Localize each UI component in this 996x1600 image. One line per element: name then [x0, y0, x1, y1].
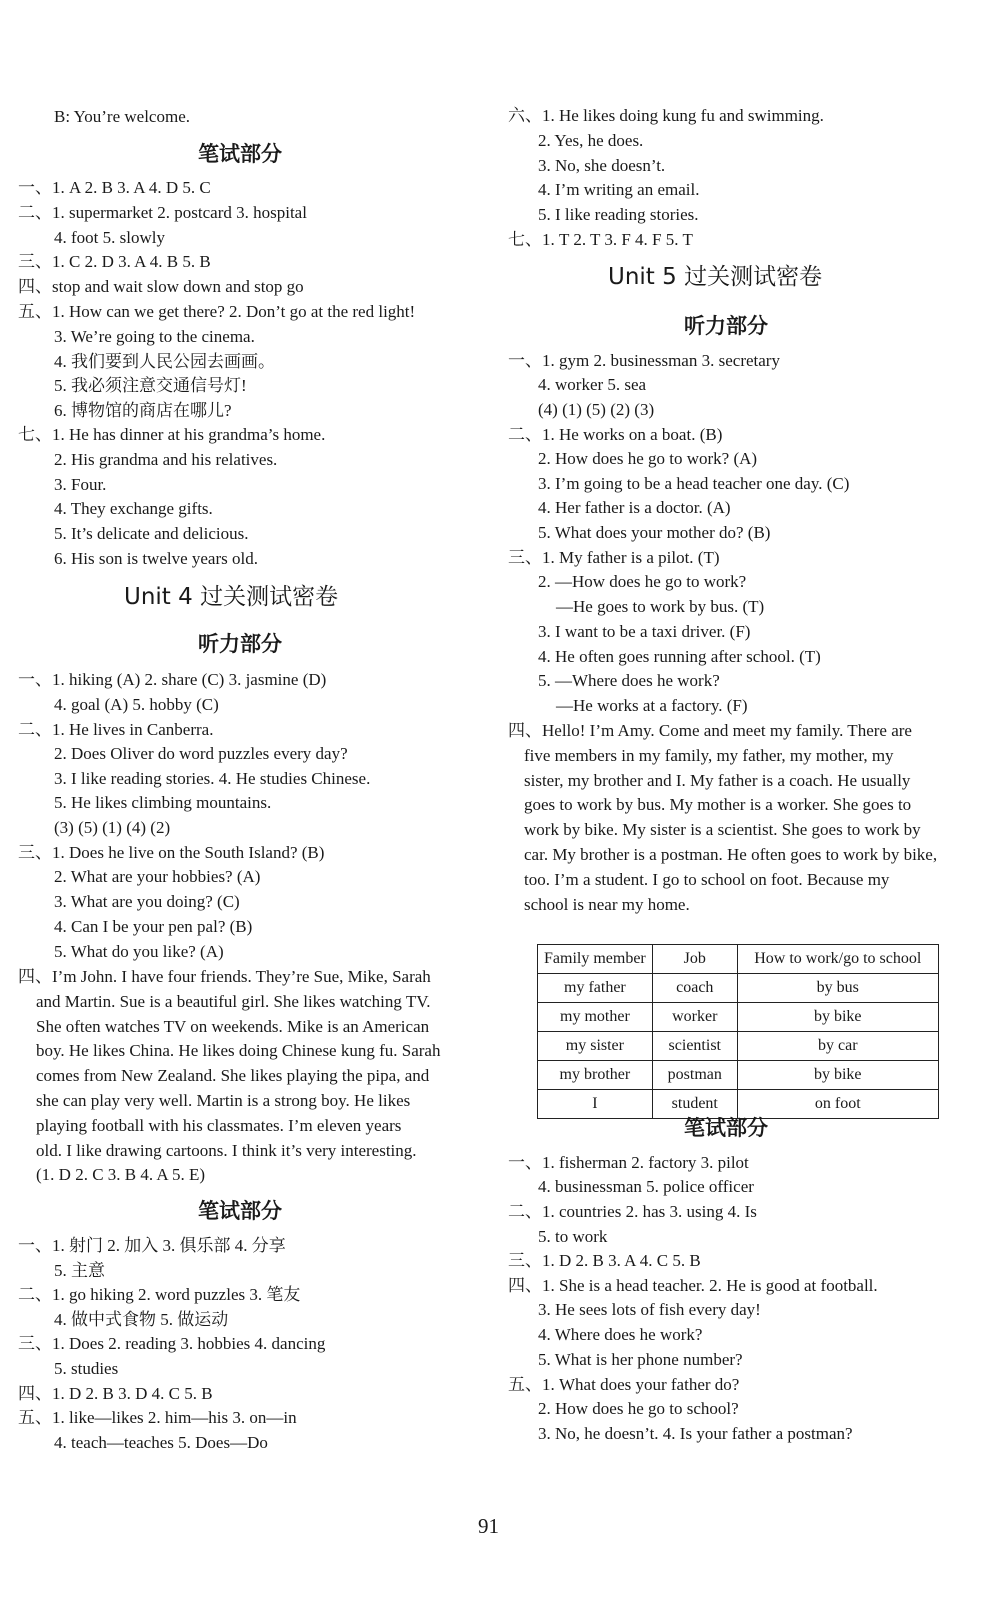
passage-line: 四、I’m John. I have four friends. They’re Sue, Mike, Sarah [18, 967, 431, 986]
answer-line: 3. No, he doesn’t. 4. Is your father a postman? [538, 1424, 853, 1443]
table-cell: scientist [652, 1032, 737, 1061]
answer-line: —He works at a factory. (F) [556, 696, 748, 715]
answer-line: 二、1. He works on a boat. (B) [508, 425, 723, 444]
unit-title: Unit 4 过关测试密卷 [124, 584, 339, 610]
reading-passage [508, 719, 968, 917]
passage-line: five members in my family, my father, my mother, my [524, 745, 894, 765]
table-header-cell: How to work/go to school [737, 945, 938, 974]
table-cell: I [538, 1090, 653, 1119]
answer-line: —He goes to work by bus. (T) [556, 597, 765, 616]
answer-line: 5. I like reading stories. [538, 205, 699, 224]
table-row [538, 974, 939, 1003]
answer-line: 5. to work [538, 1227, 608, 1246]
table-cell: by car [737, 1032, 938, 1061]
answer-line: 4. worker 5. sea [538, 375, 647, 394]
passage-line: goes to work by bus. My mother is a worker. She goes to [524, 795, 912, 815]
answer-line: 2. What are your hobbies? (A) [54, 867, 261, 886]
answer-line: 三、1. Does he live on the South Island? (B) [18, 843, 325, 862]
answer-line: 5. It’s delicate and delicious. [54, 524, 249, 543]
section-heading-listening: 听力部分 [198, 632, 282, 656]
table-row [538, 1061, 939, 1090]
table-row [538, 1032, 939, 1061]
passage-line: boy. He likes China. He likes doing Chinese kung fu. Sarah [36, 1041, 441, 1061]
answer-line: 三、1. My father is a pilot. (T) [508, 548, 720, 567]
answer-line: 5. What does your mother do? (B) [538, 523, 771, 542]
answer-line: 3. Four. [54, 475, 107, 494]
page-number: 91 [478, 1514, 499, 1538]
answer-line: 4. foot 5. slowly [54, 228, 165, 247]
answer-line: 4. He often goes running after school. (T) [538, 647, 821, 666]
answer-line: 四、1. D 2. B 3. D 4. C 5. B [18, 1384, 213, 1403]
answer-line: 七、1. He has dinner at his grandma’s home. [18, 425, 326, 444]
answer-line: 3. What are you doing? (C) [54, 892, 240, 911]
passage-line: sister, my brother and I. My father is a coach. He usually [524, 770, 911, 790]
answer-line: 二、1. go hiking 2. word puzzles 3. 笔友 [18, 1285, 301, 1304]
table-cell: by bike [737, 1061, 938, 1090]
answer-line: 2. How does he go to school? [538, 1399, 739, 1418]
section-heading-written: 笔试部分 [684, 1116, 768, 1140]
answer-line: 三、1. C 2. D 3. A 4. B 5. B [18, 252, 211, 271]
table-row [538, 1003, 939, 1032]
answer-line: 3. He sees lots of fish every day! [538, 1300, 761, 1319]
passage-line: 四、Hello! I’m Amy. Come and meet my family. There are [508, 721, 912, 740]
answer-line: 二、1. countries 2. has 3. using 4. Is [508, 1202, 757, 1221]
table-cell: on foot [737, 1090, 938, 1119]
answer-line: 4. 做中式食物 5. 做运动 [54, 1310, 229, 1329]
table-cell: my brother [538, 1061, 653, 1090]
answer-line: 七、1. T 2. T 3. F 4. F 5. T [508, 230, 693, 249]
answer-line: 三、1. D 2. B 3. A 4. C 5. B [508, 1251, 701, 1270]
passage-line: She often watches TV on weekends. Mike is an American [36, 1016, 430, 1036]
answer-line: 5. 主意 [54, 1261, 105, 1280]
answer-line: 4. They exchange gifts. [54, 499, 213, 518]
answer-line: 一、1. A 2. B 3. A 4. D 5. C [18, 178, 211, 197]
answer-line: 2. Does Oliver do word puzzles every day? [54, 744, 348, 763]
table-cell: by bus [737, 974, 938, 1003]
dialog-line: B: You’re welcome. [54, 107, 190, 126]
answer-line: 2. His grandma and his relatives. [54, 450, 278, 469]
table-cell: my mother [538, 1003, 653, 1032]
section-heading-written: 笔试部分 [198, 142, 282, 166]
answer-line: 一、1. fisherman 2. factory 3. pilot [508, 1153, 749, 1172]
answer-line: 5. 我必须注意交通信号灯! [54, 376, 247, 395]
passage-line: and Martin. Sue is a beautiful girl. She likes watching TV. [36, 991, 431, 1011]
answer-line: 3. No, she doesn’t. [538, 156, 666, 175]
table-header-cell: Family member [538, 945, 653, 974]
answer-line: 4. Where does he work? [538, 1325, 703, 1344]
answer-line: 3. We’re going to the cinema. [54, 327, 255, 346]
answer-line: 3. I want to be a taxi driver. (F) [538, 622, 751, 641]
table-header-row [538, 945, 939, 974]
answer-line: 4. teach—teaches 5. Does—Do [54, 1433, 268, 1452]
answer-line: 3. I like reading stories. 4. He studies Chinese. [54, 769, 371, 788]
answer-line: 4. I’m writing an email. [538, 180, 700, 199]
answer-line: 4. goal (A) 5. hobby (C) [54, 695, 219, 714]
passage-line: school is near my home. [524, 894, 690, 914]
answer-line: 2. —How does he go to work? [538, 572, 747, 591]
table-cell: postman [652, 1061, 737, 1090]
passage-line: she can play very well. Martin is a strong boy. He likes [36, 1090, 411, 1110]
passage-line: work by bike. My sister is a scientist. She goes to work by [524, 820, 921, 840]
answer-line: 6. His son is twelve years old. [54, 549, 258, 568]
section-heading-listening: 听力部分 [684, 314, 768, 338]
passage-line: comes from New Zealand. She likes playing the pipa, and [36, 1066, 430, 1086]
answer-line: 5. What do you like? (A) [54, 942, 224, 961]
passage-line: car. My brother is a postman. He often goes to work by bike, [524, 844, 938, 864]
table-header-cell: Job [652, 945, 737, 974]
table-cell: student [652, 1090, 737, 1119]
table-cell: by bike [737, 1003, 938, 1032]
answer-line: 五、1. What does your father do? [508, 1375, 740, 1394]
answer-line: 四、stop and wait slow down and stop go [18, 277, 304, 296]
answer-line: 6. 博物馆的商店在哪儿? [54, 401, 232, 420]
unit-title: Unit 5 过关测试密卷 [608, 264, 823, 290]
answer-line: 5. —Where does he work? [538, 671, 720, 690]
answer-line: 3. I’m going to be a head teacher one day. (C) [538, 474, 850, 493]
answer-line: (4) (1) (5) (2) (3) [538, 400, 655, 419]
answer-line: 六、1. He likes doing kung fu and swimming. [508, 106, 824, 125]
answer-line: 5. What is her phone number? [538, 1350, 743, 1369]
answer-line: 一、1. 射门 2. 加入 3. 俱乐部 4. 分享 [18, 1236, 286, 1255]
passage-answers: (1. D 2. C 3. B 4. A 5. E) [36, 1165, 206, 1185]
answer-line: 5. He likes climbing mountains. [54, 793, 272, 812]
passage-line: playing football with his classmates. I’m eleven years [36, 1115, 402, 1135]
answer-line: 2. Yes, he does. [538, 131, 644, 150]
answer-line: 2. How does he go to work? (A) [538, 449, 758, 468]
table-cell: my father [538, 974, 653, 1003]
table-cell: coach [652, 974, 737, 1003]
answer-line: 4. 我们要到人民公园去画画。 [54, 352, 275, 371]
family-table [537, 944, 939, 1119]
answer-line: 三、1. Does 2. reading 3. hobbies 4. dancing [18, 1334, 326, 1353]
answer-line: (3) (5) (1) (4) (2) [54, 818, 171, 837]
answer-line: 二、1. He lives in Canberra. [18, 720, 214, 739]
answer-line: 一、1. hiking (A) 2. share (C) 3. jasmine (D) [18, 670, 327, 689]
answer-line: 4. Can I be your pen pal? (B) [54, 917, 253, 936]
table-cell: my sister [538, 1032, 653, 1061]
answer-line: 5. studies [54, 1359, 119, 1378]
answer-line: 五、1. How can we get there? 2. Don’t go at the red light! [18, 302, 416, 321]
answer-line: 4. Her father is a doctor. (A) [538, 498, 731, 517]
table-cell: worker [652, 1003, 737, 1032]
answer-line: 四、1. She is a head teacher. 2. He is good at football. [508, 1276, 878, 1295]
answer-line: 五、1. like—likes 2. him—his 3. on—in [18, 1408, 297, 1427]
passage-line: too. I’m a student. I go to school on foot. Because my [524, 869, 890, 889]
reading-passage [18, 965, 476, 1188]
answer-line: 4. businessman 5. police officer [538, 1177, 754, 1196]
passage-line: old. I like drawing cartoons. I think it’s very interesting. [36, 1140, 417, 1160]
section-heading-written: 笔试部分 [198, 1199, 282, 1223]
answer-line: 一、1. gym 2. businessman 3. secretary [508, 351, 780, 370]
answer-line: 二、1. supermarket 2. postcard 3. hospital [18, 203, 307, 222]
